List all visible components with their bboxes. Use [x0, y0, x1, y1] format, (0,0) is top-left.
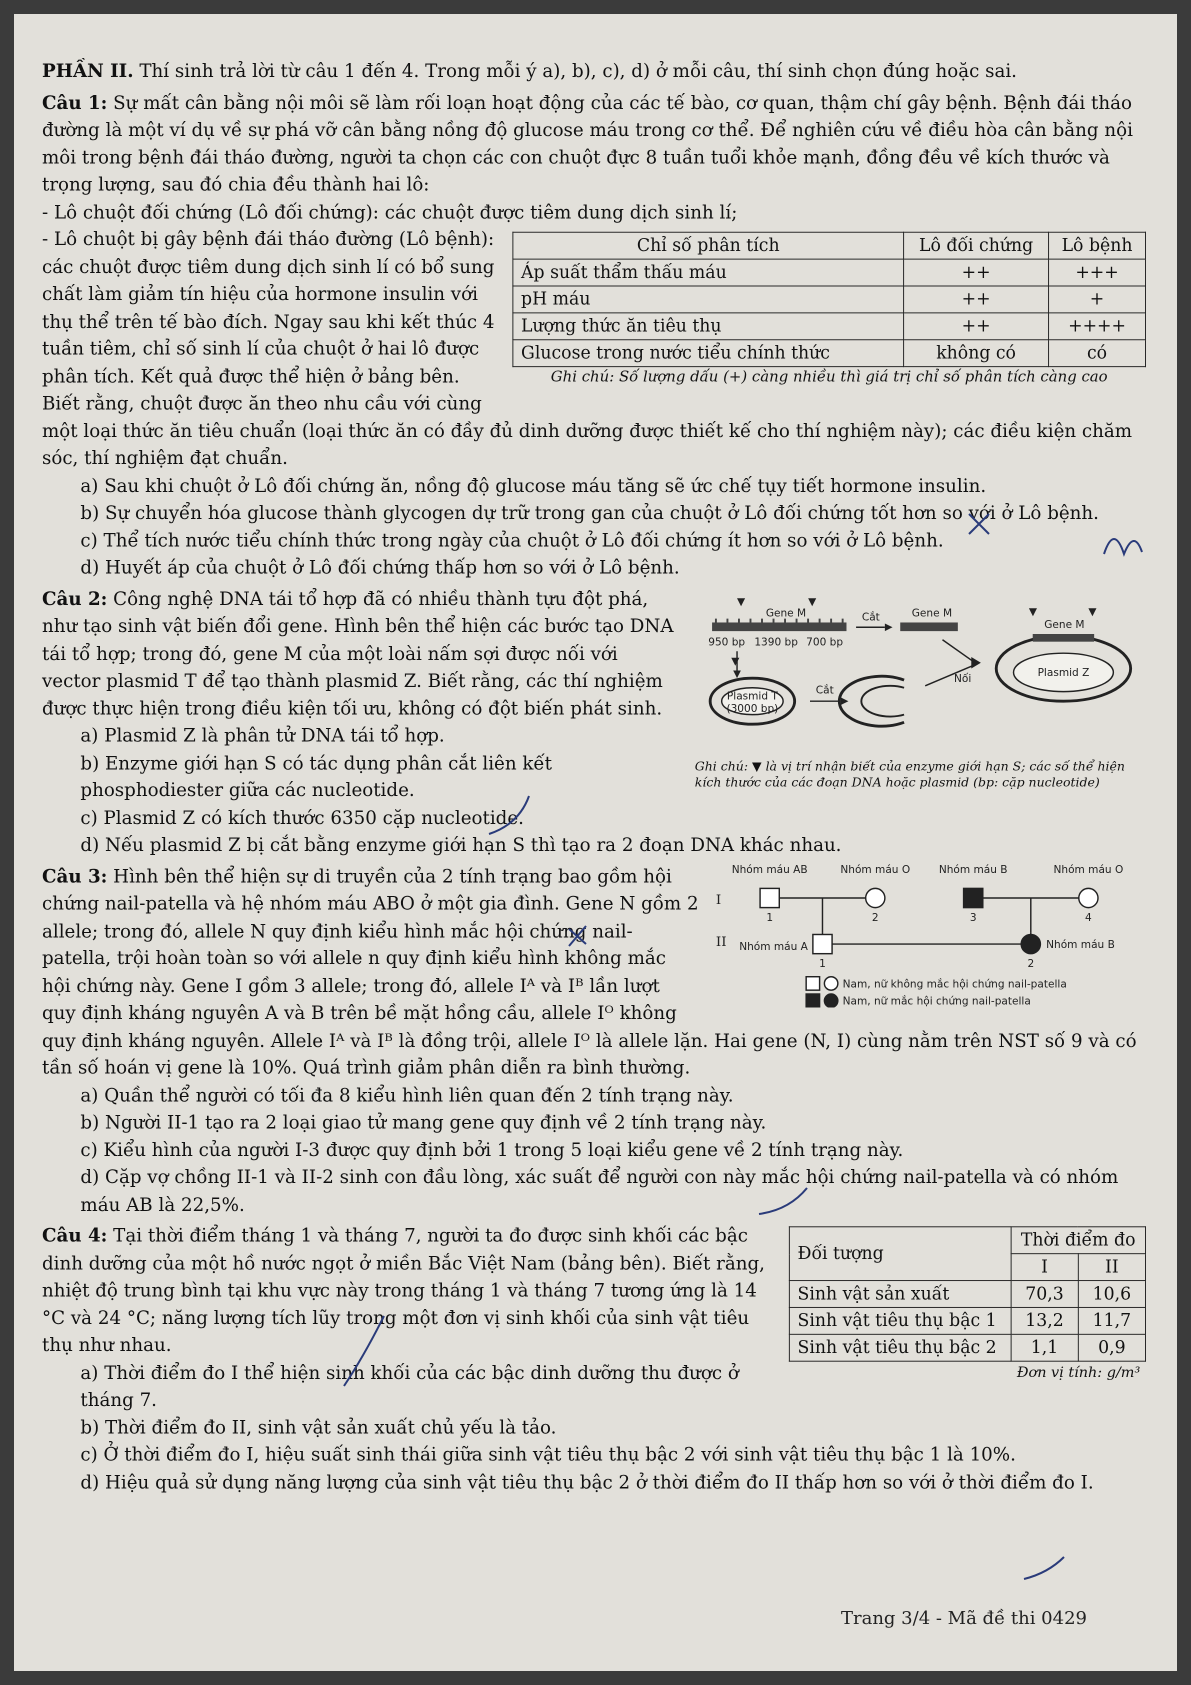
site-marker: ▼ — [737, 595, 746, 608]
q1-item-d: d) Huyết áp của chuột ở Lô đối chứng thấp hơn so với ở Lô bệnh. — [80, 557, 680, 579]
arrow-head — [733, 670, 741, 678]
legend-square-open — [806, 976, 819, 989]
q2-diagram-note: Ghi chú: ▼ là vị trí nhận biết của enzyme giới hạn S; các số thể hiện kích thước của các đoạn DNA hoặc plasmid (bp: cặp nucleotide) — [694, 759, 1125, 790]
q1-item-c: c) Thể tích nước tiểu chính thức trong ngày của chuột ở Lô đối chứng ít hơn so với ở Lô bệnh. — [80, 529, 944, 551]
individual-number: 1 — [766, 911, 774, 924]
table-cell: ++++ — [1049, 313, 1146, 340]
gene-m-label-2: Gene M — [911, 607, 953, 620]
table-cell: pH máu — [513, 286, 904, 313]
table-row — [789, 1307, 1145, 1334]
q3-item-d: d) Cặp vợ chồng II-1 và II-2 sinh con đầu lòng, xác suất để người con này mắc hội chứng nail-patella và có nhóm máu AB là 22,5%. — [80, 1166, 1119, 1216]
table-header: Chỉ số phân tích — [513, 232, 904, 259]
arrow — [942, 639, 975, 662]
opened-plasmid-inner — [861, 685, 904, 716]
q4-unit: Đơn vị tính: g/m³ — [1016, 1363, 1141, 1381]
female-unaffected — [866, 888, 885, 907]
site-marker: ▼ — [731, 655, 740, 668]
table-cell: 1,1 — [1011, 1334, 1078, 1361]
individual-number: 4 — [1085, 911, 1092, 924]
arrow-head — [841, 697, 849, 705]
table-row — [789, 1334, 1145, 1361]
table-header-row — [513, 232, 1146, 259]
blood-type-label: Nhóm máu A — [739, 940, 808, 953]
ligate-label: Nối — [954, 672, 972, 685]
table-cell: Lượng thức ăn tiêu thụ — [513, 313, 904, 340]
q2-item-d: d) Nếu plasmid Z bị cắt bằng enzyme giới hạn S thì tạo ra 2 đoạn DNA khác nhau. — [80, 834, 842, 856]
table-cell: 10,6 — [1078, 1281, 1145, 1308]
table-row — [513, 340, 1146, 367]
table-cell: 13,2 — [1011, 1307, 1078, 1334]
q3-item-b: b) Người II-1 tạo ra 2 loại giao tử mang gene quy định về 2 tính trạng này. — [80, 1112, 767, 1134]
question-2 — [42, 586, 1146, 860]
table-cell: 11,7 — [1078, 1307, 1145, 1334]
legend-square-filled — [806, 994, 819, 1007]
q1-item-b: b) Sự chuyển hóa glucose thành glycogen dự trữ trong gan của chuột ở Lô đối chứng tốt hơn so với ở Lô bệnh. — [80, 502, 1099, 524]
table-cell: ++ — [904, 259, 1049, 286]
arrow-head — [885, 623, 893, 631]
dna-fragment — [712, 622, 846, 631]
q1-item-a: a) Sau khi chuột ở Lô đối chứng ăn, nồng độ glucose máu tăng sẽ ức chế tụy tiết hormone insulin. — [80, 475, 987, 497]
gene-m-label: Gene M — [765, 607, 807, 620]
male-unaffected — [760, 888, 779, 907]
table-cell: 0,9 — [1078, 1334, 1145, 1361]
q2-diagram-block — [695, 586, 1146, 791]
q1-table-note: Ghi chú: Số lượng dấu (+) càng nhiều thì giá trị chỉ số phân tích càng cao — [550, 368, 1108, 386]
generation-label: I — [715, 892, 722, 908]
male-unaffected — [813, 934, 832, 953]
cut-label: Cắt — [861, 611, 880, 624]
question-4-intro: Tại thời điểm tháng 1 và tháng 7, người ta đo được sinh khối các bậc dinh dưỡng của một hồ nước ngọt ở miền Bắc Việt Nam (bảng bên). Biết rằng, nhiệt độ trung bình tại khu vực này trong tháng 1 và tháng 7 tương ứng là 14 °C và 24 °C; năng lượng tích lũy trong một đơn vị sinh khối của sinh vật tiêu thụ như nhau. — [42, 1225, 765, 1356]
q3-item-c: c) Kiểu hình của người I-3 được quy định bởi 1 trong 5 loại kiểu gene về 2 tính trạng này. — [80, 1139, 904, 1161]
q4-item-d: d) Hiệu quả sử dụng năng lượng của sinh vật tiêu thụ bậc 2 ở thời điểm đo II thấp hơn so với ở thời điểm đo I. — [80, 1471, 1094, 1493]
part-heading: PHẦN II. — [42, 60, 134, 82]
question-3-label: Câu 3: — [42, 865, 108, 887]
blood-type-label: Nhóm máu B — [938, 863, 1008, 876]
table-cell: + — [1049, 286, 1146, 313]
q1-table-block — [512, 232, 1146, 388]
question-3 — [42, 863, 1146, 1219]
q2-item-c: c) Plasmid Z có kích thước 6350 cặp nucleotide. — [80, 807, 524, 829]
q3-pedigree-block — [714, 863, 1146, 1011]
female-affected — [1021, 934, 1040, 953]
plasmid-t-label: Plasmid T — [726, 689, 778, 702]
part-instruction — [42, 58, 1146, 85]
fragment-size: 700 bp — [806, 636, 844, 649]
individual-number: 2 — [871, 911, 879, 924]
question-1-label: Câu 1: — [42, 92, 108, 114]
opened-plasmid-outer — [839, 676, 904, 726]
part-instruction-text: Thí sinh trả lời từ câu 1 đến 4. Trong mỗi ý a), b), c), d) ở mỗi câu, thí sinh chọn đúng hoặc sai. — [133, 60, 1017, 82]
question-3-intro: Hình bên thể hiện sự di truyền của 2 tính trạng bao gồm hội chứng nail-patella và hệ nhóm máu ABO ở một gia đình. Gene N gồm 2 allele; trong đó, allele N quy định kiểu hình mắc hội chứng nail-patella, trội hoàn toàn so với allele n quy định kiểu hình không mắc hội chứng này. Gene I gồm 3 allele; trong đó, allele Iᴬ và Iᴮ lần lượt quy định kháng nguyên A và B trên bề mặt hồng cầu, allele Iᴼ không quy định kháng nguyên. Allele Iᴬ và Iᴮ là đồng trội, allele Iᴼ là allele lặn. Hai gene (N, I) cùng nằm trên NST số 9 và có tần số hoán vị gene là 10%. Quá trình giảm phân diễn ra bình thường. — [42, 865, 1137, 1079]
q4-item-b: b) Thời điểm đo II, sinh vật sản xuất chủ yếu là tảo. — [80, 1416, 557, 1438]
table-cell: không có — [904, 340, 1049, 367]
q2-item-b: b) Enzyme giới hạn S có tác dụng phân cắt liên kết phosphodiester giữa các nucleotide. — [80, 752, 552, 802]
table-cell: ++ — [904, 313, 1049, 340]
fragment-size: 1390 bp — [754, 636, 798, 649]
disease-group-text: - Lô chuột bị gây bệnh đái tháo đường (Lô bệnh): các chuột được tiêm dung dịch sinh lí có bổ sung chất làm giảm tín hiệu của hormone insulin với thụ thể trên tế bào đích. Ngay sau khi kết thúc 4 tuần tiêm, chỉ số sinh lí của chuột ở hai lô được phân tích. Kết quả được thể hiện ở bảng bên. Biết rằng, chuột được ăn theo nhu cầu với cùng một loại thức ăn tiêu chuẩn (loại thức ăn có đầy đủ dinh dưỡng được thiết kế cho thí nghiệm này); các điều kiện chăm sóc, thí nghiệm đạt chuẩn. — [42, 228, 1133, 469]
blood-type-label: Nhóm máu AB — [731, 863, 808, 876]
control-group-text: - Lô chuột đối chứng (Lô đối chứng): các chuột được tiêm dung dịch sinh lí; — [42, 201, 738, 223]
question-2-intro: Công nghệ DNA tái tổ hợp đã có nhiều thành tựu đột phá, như tạo sinh vật biến đổi gene. Hình bên thể hiện các bước tạo DNA tái tổ hợp; trong đó, gene M của một loài nấm sợi được nối với vector plasmid T để tạo thành plasmid Z. Biết rằng, các thí nghiệm được thực hiện trong điều kiện tối ưu, không có đột biến phát sinh. — [42, 588, 674, 719]
fragment-size: 950 bp — [708, 636, 746, 649]
table-cell: Sinh vật sản xuất — [789, 1281, 1011, 1308]
gene-m-fragment — [900, 622, 958, 631]
question-1-intro: Sự mất cân bằng nội môi sẽ làm rối loạn hoạt động của các tế bào, cơ quan, thậm chí gây bệnh. Bệnh đái tháo đường là một ví dụ về sự phá vỡ cân bằng nồng độ glucose máu trong cơ thể. Để nghiên cứu về điều hòa cân bằng nội môi trong bệnh đái tháo đường, người ta chọn các con chuột đực 8 tuần tuổi khỏe mạnh, đồng đều về kích thước và trọng lượng, sau đó chia đều thành hai lô: — [42, 92, 1133, 196]
exam-page — [14, 14, 1177, 1671]
q3-item-a: a) Quần thể người có tối đa 8 kiểu hình liên quan đến 2 tính trạng này. — [80, 1084, 734, 1106]
q4-item-c: c) Ở thời điểm đo I, hiệu suất sinh thái giữa sinh vật tiêu thụ bậc 2 với sinh vật tiêu thụ bậc 1 là 10%. — [80, 1444, 1016, 1466]
q2-item-a: a) Plasmid Z là phân tử DNA tái tổ hợp. — [80, 725, 445, 747]
site-marker: ▼ — [1028, 605, 1038, 618]
inserted-gene — [1033, 634, 1094, 642]
site-marker: ▼ — [808, 595, 817, 608]
page-footer: Trang 3/4 - Mã đề thi 0429 — [841, 1608, 1087, 1629]
q4-table-block — [789, 1226, 1146, 1382]
legend-circle-open — [824, 976, 837, 989]
individual-number: 3 — [969, 911, 977, 924]
table-row — [789, 1281, 1145, 1308]
question-1 — [42, 89, 1146, 581]
table-cell: Sinh vật tiêu thụ bậc 1 — [789, 1307, 1011, 1334]
blood-type-label: Nhóm máu B — [1046, 938, 1115, 951]
site-marker: ▼ — [1088, 605, 1097, 618]
question-2-label: Câu 2: — [42, 588, 108, 610]
table-header: Đối tượng — [789, 1227, 1011, 1281]
table-header: II — [1078, 1254, 1145, 1281]
gene-m-label-3: Gene M — [1044, 618, 1085, 631]
legend-affected: Nam, nữ mắc hội chứng nail-patella — [842, 995, 1031, 1007]
table-header: Thời điểm đo — [1011, 1227, 1146, 1254]
table-row — [513, 259, 1146, 286]
question-4 — [42, 1222, 1146, 1496]
table-header-row — [789, 1227, 1145, 1254]
cut-label-2: Cắt — [815, 684, 834, 697]
recombinant-dna-diagram — [695, 586, 1146, 755]
legend-unaffected: Nam, nữ không mắc hội chứng nail-patella — [842, 977, 1067, 990]
table-header: Lô đối chứng — [904, 232, 1049, 259]
table-cell: 70,3 — [1011, 1281, 1078, 1308]
table-row — [513, 286, 1146, 313]
table-cell: Sinh vật tiêu thụ bậc 2 — [789, 1334, 1011, 1361]
table-header: Lô bệnh — [1049, 232, 1146, 259]
table-row — [513, 313, 1146, 340]
page-content — [42, 58, 1146, 1496]
question-4-label: Câu 4: — [42, 1225, 108, 1247]
q4-item-a: a) Thời điểm đo I thể hiện sinh khối của các bậc dinh dưỡng thu được ở tháng 7. — [80, 1362, 739, 1411]
arrow-head — [971, 657, 981, 669]
table-cell: có — [1049, 340, 1146, 367]
individual-number: 2 — [1027, 957, 1035, 970]
pedigree-chart — [714, 863, 1146, 1007]
blood-type-label: Nhóm máu O — [840, 863, 911, 876]
male-affected — [964, 888, 983, 907]
individual-number: 1 — [819, 957, 826, 970]
plasmid-z-label: Plasmid Z — [1037, 666, 1090, 679]
table-header: I — [1011, 1254, 1078, 1281]
table-cell: +++ — [1049, 259, 1146, 286]
blood-type-label: Nhóm máu O — [1053, 863, 1124, 876]
table-cell: Áp suất thẩm thấu máu — [513, 259, 904, 286]
check-mark — [1024, 1557, 1064, 1579]
legend-circle-filled — [824, 994, 837, 1007]
q4-biomass-table — [789, 1226, 1146, 1361]
female-unaffected — [1079, 888, 1098, 907]
q1-results-table — [512, 232, 1146, 367]
plasmid-t-size: (3000 bp) — [726, 702, 779, 715]
table-cell: ++ — [904, 286, 1049, 313]
table-cell: Glucose trong nước tiểu chính thức — [513, 340, 904, 367]
generation-label: II — [715, 934, 727, 950]
